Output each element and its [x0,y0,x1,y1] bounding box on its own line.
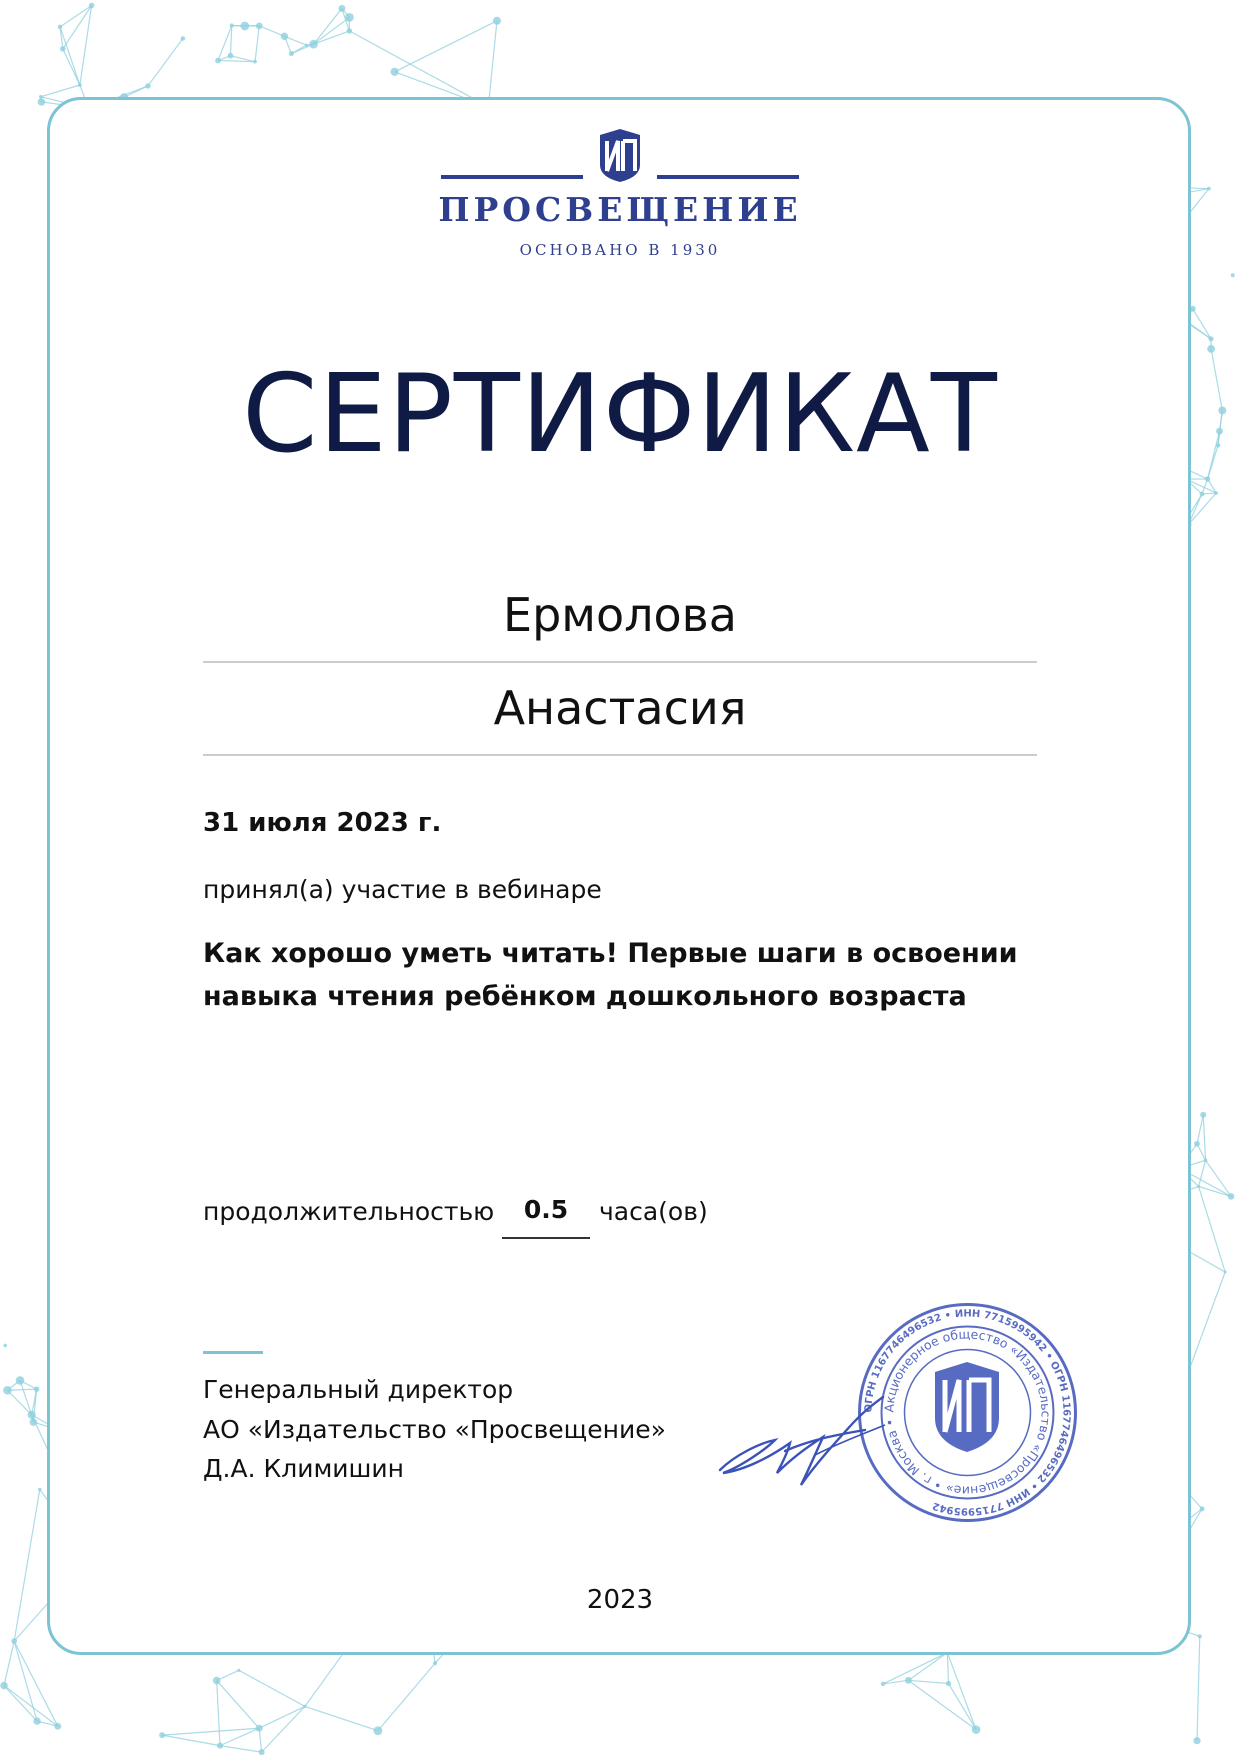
network-line [908,1653,947,1681]
network-node [259,1749,265,1755]
network-node [237,1669,240,1672]
network-line [63,49,80,85]
certificate-title: СЕРТИФИКАТ [242,352,998,477]
network-line [349,31,488,107]
network-node [60,46,66,52]
network-line [395,21,497,72]
network-node [215,58,221,64]
duration-unit: часа(ов) [599,1197,708,1226]
network-line [4,1686,58,1727]
network-node [1197,1185,1200,1188]
network-line [948,1683,976,1729]
network-line [488,21,497,107]
network-node [11,1638,17,1644]
network-line [305,1706,378,1730]
network-line [1199,1160,1206,1186]
network-line [60,27,80,85]
network-node [1204,1159,1208,1163]
webinar-title-line-2: навыка чтения ребёнком дошкольного возраста [203,981,967,1012]
network-node [33,1717,40,1724]
duration-value: 0.5 [523,1195,569,1224]
network-node [1231,273,1235,277]
signatory-position: Генеральный директор [203,1375,514,1404]
network-line [230,26,231,56]
webinar-title [203,932,1063,1018]
network-line [41,85,80,97]
network-node [946,1681,951,1686]
network-line [217,1681,259,1729]
surname-divider [203,661,1037,663]
network-node [881,1682,886,1687]
publisher-name: ПРОСВЕЩЕНИЕ [438,190,802,229]
network-line [1188,1272,1225,1374]
network-node [217,1743,223,1749]
network-node [28,1411,36,1419]
company-seal [855,1300,1080,1525]
network-node [1200,1506,1205,1511]
duration-underline [502,1237,590,1239]
network-node [374,1726,383,1735]
logo-left-line [441,175,583,179]
network-node [38,1488,41,1491]
network-node [391,68,399,76]
network-node [78,83,82,87]
network-line [259,1706,305,1728]
network-line [1197,1115,1203,1144]
network-node [159,1732,165,1738]
network-node [38,98,46,106]
network-node [228,53,234,59]
publisher-emblem-icon [597,127,643,183]
network-line [947,1653,948,1684]
network-line [1206,1160,1232,1196]
recipient-given-name: Анастасия [493,681,747,735]
network-node [54,1723,61,1730]
network-node [89,3,95,9]
network-line [217,1681,220,1746]
network-line [7,1389,36,1390]
network-node [289,51,294,56]
network-node [309,40,318,49]
network-node [230,23,234,27]
network-node [281,33,288,40]
network-node [256,22,263,29]
network-node [0,1682,8,1690]
signatory-organization: АО «Издательство «Просвещение» [203,1415,666,1444]
network-line [378,1663,435,1731]
network-node [16,1376,25,1385]
signatory-name: Д.А. Климишин [203,1454,405,1483]
network-node [1228,1193,1235,1200]
network-line [305,1652,344,1706]
network-node [3,1386,12,1395]
network-node [1193,1737,1200,1744]
participation-text: принял(а) участие в вебинаре [203,875,602,904]
network-node [1214,491,1218,495]
network-node [181,36,186,41]
network-node [493,17,501,25]
network-node [303,1705,306,1708]
network-line [259,1728,261,1752]
network-node [1205,476,1210,481]
network-node [39,95,43,99]
network-node [145,83,150,88]
network-line [239,1670,305,1706]
network-line [14,1641,58,1726]
network-line [908,1680,948,1683]
network-node [1200,1112,1206,1118]
network-node [1207,345,1215,353]
network-line [148,39,183,86]
svg-text:Акционерное общество «Издатель: Акционерное общество «Издательство «Просвещение» • г. Москва • [881,1326,1054,1499]
network-line [1203,1115,1205,1161]
network-line [60,6,92,27]
network-node [347,28,353,34]
network-node [3,1344,7,1348]
network-node [1200,492,1205,497]
network-node [972,1725,981,1734]
network-node [1194,1141,1200,1147]
network-node [1198,1634,1202,1638]
network-node [1224,1270,1227,1273]
webinar-title-line-1: Как хорошо уметь читать! Первые шаги в освоении [203,938,1018,969]
certificate-year: 2023 [586,1585,654,1615]
network-node [345,13,354,22]
network-line [947,1653,976,1730]
network-node [338,5,345,12]
svg-text:ОГРН 1167746496532 • ИНН 77159: ОГРН 1167746496532 • ИНН 7715995942 • ОГРН 1167746496532 • ИНН 7715995942 [863,1308,1072,1517]
event-date: 31 июля 2023 г. [203,808,442,838]
network-line [63,6,92,49]
network-line [1197,1636,1200,1740]
network-node [905,1677,912,1684]
network-line [1193,309,1211,339]
network-line [4,1641,14,1685]
network-line [14,1489,40,1641]
network-line [908,1680,976,1729]
network-node [1208,336,1213,341]
duration-label: продолжительностью [203,1197,495,1226]
network-line [883,1653,947,1684]
network-line [259,26,284,36]
network-line [255,26,259,62]
network-node [253,60,257,64]
network-node [240,22,249,31]
network-line [80,6,92,86]
logo-right-line [657,175,799,179]
signature-accent-line [203,1351,263,1354]
network-line [162,1735,220,1745]
network-node [213,1677,221,1685]
given-name-divider [203,754,1037,756]
publisher-founded: ОСНОВАНО В 1930 [519,241,721,259]
network-node [433,1661,437,1665]
network-line [220,1746,262,1753]
network-node [58,25,62,29]
network-line [262,1706,305,1752]
network-node [34,1386,40,1392]
recipient-surname: Ермолова [503,588,737,642]
network-node [256,1725,263,1732]
